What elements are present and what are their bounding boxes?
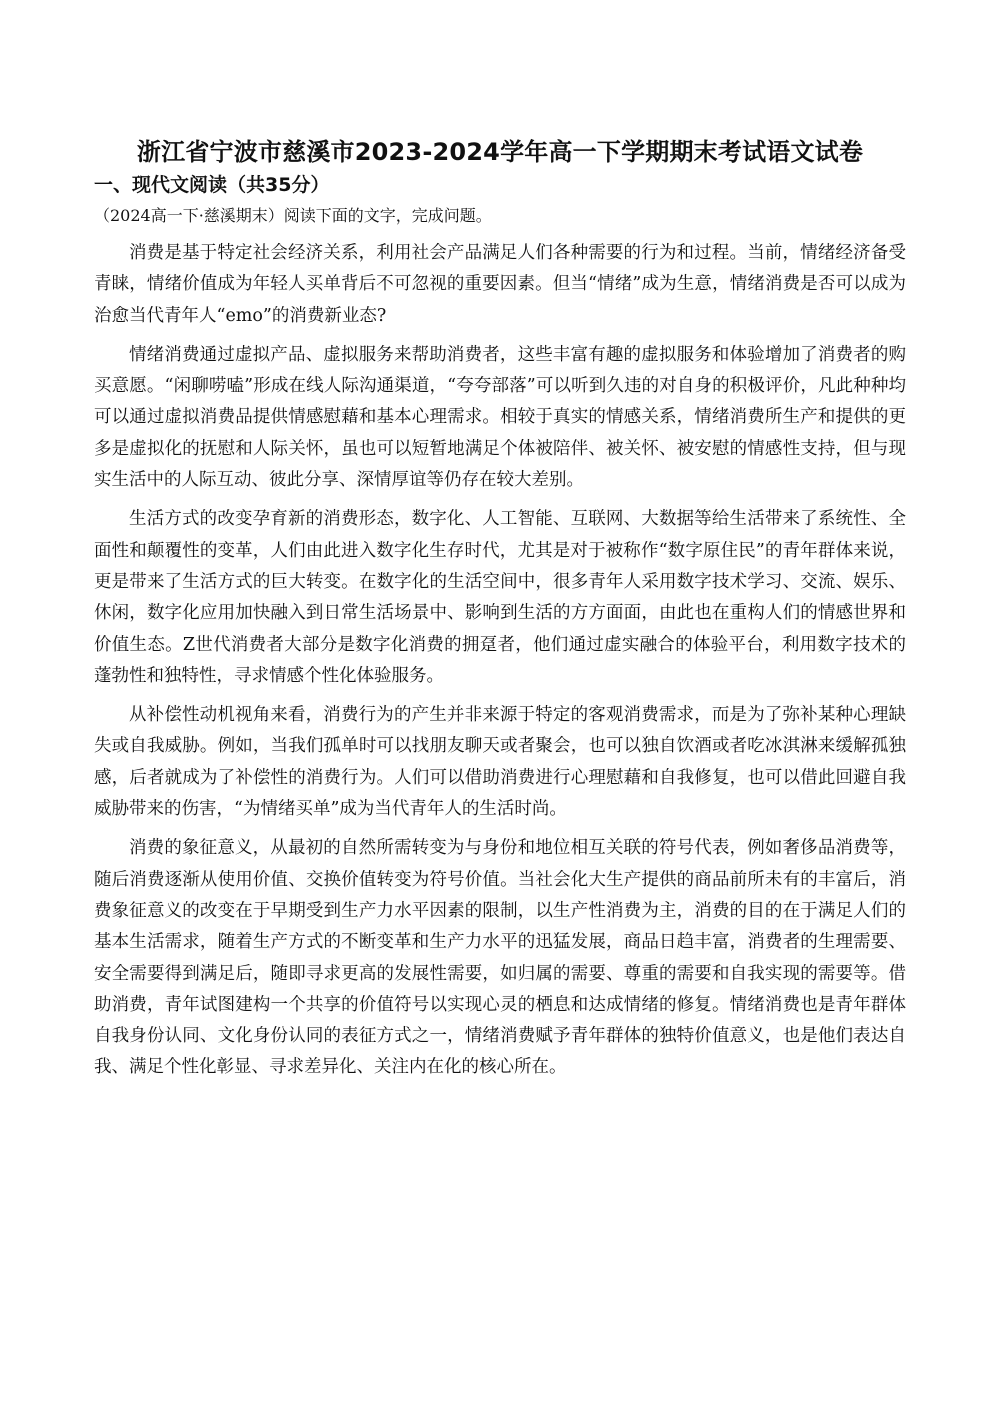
section-heading: 一、现代文阅读（共35分） [94,174,330,196]
paragraph-1: 消费是基于特定社会经济关系，利用社会产品满足人们各种需要的行为和过程。当前，情绪经济备受青睐，情绪价值成为年轻人买单背后不可忽视的重要因素。但当“情绪”成为生意，情绪消费是否可以成为治愈当代青年人“emo”的消费新业态? [94,243,906,326]
paragraph-5: 消费的象征意义，从最初的自然所需转变为与身份和地位相互关联的符号代表，例如奢侈品消费等，随后消费逐渐从使用价值、交换价值转变为符号价值。当社会化大生产提供的商品前所未有的丰富后，消费象征意义的改变在于早期受到生产力水平因素的限制，以生产性消费为主，消费的目的在于满足人们的基本生活需求，随着生产方式的不断变革和生产力水平的迅猛发展，商品日趋丰富，消费者的生理需要、安全需要得到满足后，随即寻求更高的发展性需要，如归属的需要、尊重的需要和自我实现的需要等。借助消费，青年试图建构一个共享的价值符号以实现心灵的栖息和达成情绪的修复。情绪消费也是青年群体自我身份认同、文化身份认同的表征方式之一，情绪消费赋予青年群体的独特价值意义，也是他们表达自我、满足个性化彰显、寻求差异化、关注内在化的核心所在。 [94,838,906,1078]
paragraph-2: 情绪消费通过虚拟产品、虚拟服务来帮助消费者，这些丰富有趣的虚拟服务和体验增加了消费者的购买意愿。“闲聊唠嗑”形成在线人际沟通渠道，“夸夸部落”可以听到久违的对自身的积极评价，凡此种种均可以通过虚拟消费品提供情感慰藉和基本心理需求。相较于真实的情感关系，情绪消费所生产和提供的更多是虚拟化的抚慰和人际关怀，虽也可以短暂地满足个体被陪伴、被关怀、被安慰的情感性支持，但与现实生活中的人际互动、彼此分享、深情厚谊等仍存在较大差别。 [94,344,906,491]
document-title: 浙江省宁波市慈溪市2023-2024学年高一下学期期末考试语文试卷 [136,138,864,166]
paragraph-3: 生活方式的改变孕育新的消费形态，数字化、人工智能、互联网、大数据等给生活带来了系统性、全面性和颠覆性的变革，人们由此进入数字化生存时代，尤其是对于被称作“数字原住民”的青年群体来说，更是带来了生活方式的巨大转变。在数字化的生活空间中，很多青年人采用数字技术学习、交流、娱乐、休闲，数字化应用加快融入到日常生活场景中、影响到生活的方方面面，由此也在重构人们的情感世界和价值生态。Z世代消费者大部分是数字化消费的拥趸者，他们通过虚实融合的体验平台，利用数字技术的蓬勃性和独特性，寻求情感个性化体验服务。 [94,509,906,686]
source-line: （2024高一下·慈溪期末）阅读下面的文字，完成问题。 [94,206,492,225]
reading-passage [94,238,906,1092]
paragraph-4: 从补偿性动机视角来看，消费行为的产生并非来源于特定的客观消费需求，而是为了弥补某种心理缺失或自我威胁。例如，当我们孤单时可以找朋友聊天或者聚会，也可以独自饮酒或者吃冰淇淋来缓解孤独感，后者就成为了补偿性的消费行为。人们可以借助消费进行心理慰藉和自我修复，也可以借此回避自我威胁带来的伤害，“为情绪买单”成为当代青年人的生活时尚。 [94,705,906,820]
